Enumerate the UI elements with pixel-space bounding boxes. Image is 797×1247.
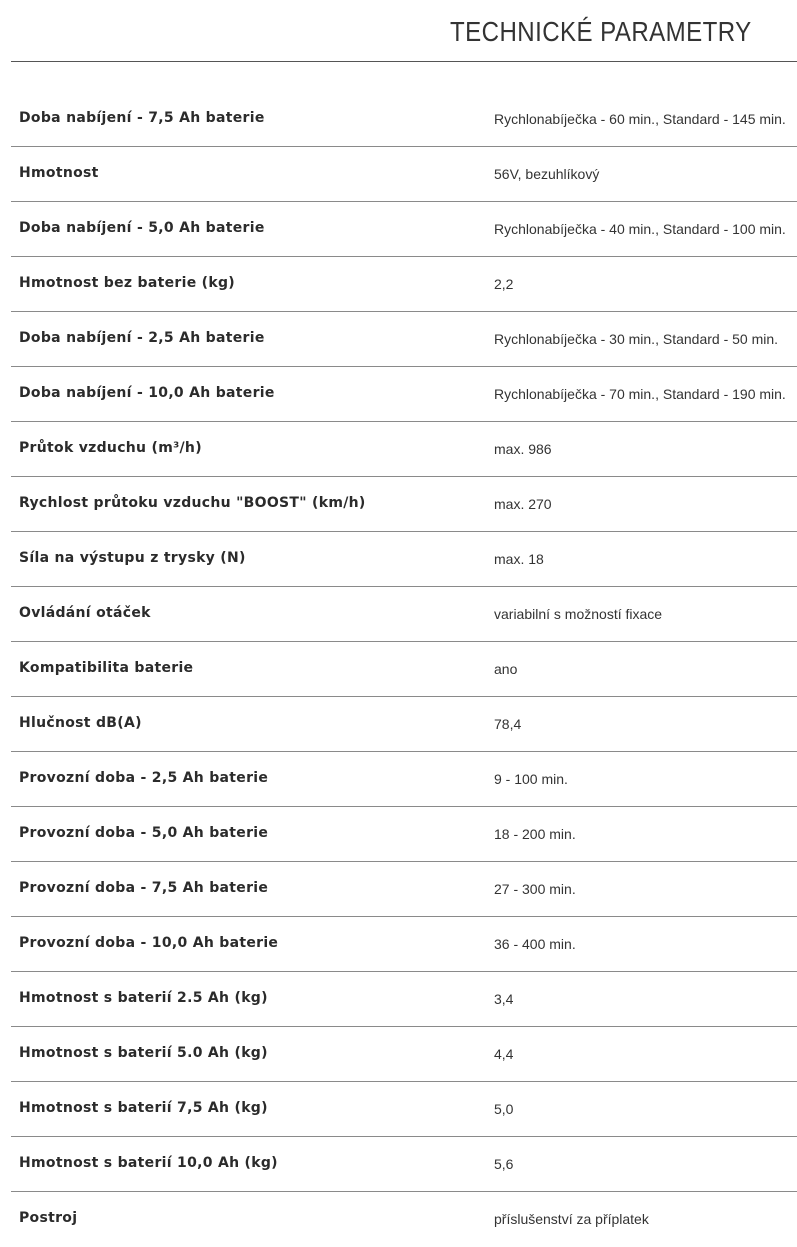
page-title: TECHNICKÉ PARAMETRY	[450, 16, 752, 47]
spec-value: 36 - 400 min.	[494, 936, 576, 952]
spec-row	[11, 587, 797, 642]
spec-label: Doba nabíjení - 10,0 Ah baterie	[19, 385, 275, 401]
spec-label: Provozní doba - 7,5 Ah baterie	[19, 880, 269, 896]
spec-label: Hmotnost s baterií 2.5 Ah (kg)	[19, 990, 268, 1006]
spec-value: max. 986	[494, 441, 552, 457]
spec-value: max. 270	[494, 496, 552, 512]
spec-value: 2,2	[494, 276, 514, 292]
spec-value: Rychlonabíječka - 40 min., Standard - 100 min.	[494, 221, 786, 237]
spec-value: 5,6	[494, 1156, 514, 1172]
spec-row	[11, 312, 797, 367]
spec-label: Hmotnost s baterií 5.0 Ah (kg)	[19, 1045, 268, 1061]
spec-value: ano	[494, 661, 518, 677]
spec-row	[11, 92, 797, 147]
spec-row	[11, 917, 797, 972]
spec-row	[11, 1082, 797, 1137]
spec-label: Doba nabíjení - 5,0 Ah baterie	[19, 220, 265, 236]
spec-row	[11, 697, 797, 752]
spec-value: 18 - 200 min.	[494, 826, 576, 842]
spec-label: Kompatibilita baterie	[19, 660, 194, 676]
spec-label: Ovládání otáček	[19, 605, 151, 621]
spec-row	[11, 422, 797, 477]
spec-row	[11, 642, 797, 697]
spec-row	[11, 972, 797, 1027]
spec-table	[11, 92, 797, 1247]
spec-row	[11, 862, 797, 917]
spec-label: Postroj	[19, 1210, 78, 1226]
spec-value: 27 - 300 min.	[494, 881, 576, 897]
spec-value: 5,0	[494, 1101, 514, 1117]
spec-label: Síla na výstupu z trysky (N)	[19, 550, 246, 566]
spec-label: Provozní doba - 10,0 Ah baterie	[19, 935, 279, 951]
spec-label: Hmotnost	[19, 165, 99, 181]
spec-row	[11, 477, 797, 532]
spec-label: Hmotnost s baterií 10,0 Ah (kg)	[19, 1155, 278, 1171]
spec-value: 78,4	[494, 716, 522, 732]
spec-label: Provozní doba - 2,5 Ah baterie	[19, 770, 269, 786]
spec-value: 9 - 100 min.	[494, 771, 568, 787]
spec-value: Rychlonabíječka - 60 min., Standard - 145 min.	[494, 111, 786, 127]
spec-label: Doba nabíjení - 2,5 Ah baterie	[19, 330, 265, 346]
spec-row	[11, 1137, 797, 1192]
spec-label: Průtok vzduchu (m³/h)	[19, 440, 202, 456]
section-header	[0, 0, 797, 61]
spec-label: Hmotnost s baterií 7,5 Ah (kg)	[19, 1100, 268, 1116]
spec-row	[11, 1027, 797, 1082]
spec-row	[11, 147, 797, 202]
spec-row	[11, 807, 797, 862]
spec-row	[11, 752, 797, 807]
spec-row	[11, 1192, 797, 1247]
spec-value: příslušenství za příplatek	[494, 1211, 649, 1227]
spec-label: Hlučnost dB(A)	[19, 715, 142, 731]
spec-row	[11, 532, 797, 587]
spec-value: Rychlonabíječka - 70 min., Standard - 190 min.	[494, 386, 786, 402]
spec-value: Rychlonabíječka - 30 min., Standard - 50 min.	[494, 331, 779, 347]
spec-label: Provozní doba - 5,0 Ah baterie	[19, 825, 269, 841]
spec-value: 56V, bezuhlíkový	[494, 166, 600, 182]
spec-row	[11, 367, 797, 422]
header-divider	[11, 61, 797, 62]
spec-label: Rychlost průtoku vzduchu "BOOST" (km/h)	[19, 495, 366, 511]
spec-row	[11, 257, 797, 312]
spec-value: variabilní s možností fixace	[494, 606, 663, 622]
spec-label: Doba nabíjení - 7,5 Ah baterie	[19, 110, 265, 126]
spec-value: 4,4	[494, 1046, 514, 1062]
spec-value: 3,4	[494, 991, 514, 1007]
spec-label: Hmotnost bez baterie (kg)	[19, 275, 235, 291]
spec-value: max. 18	[494, 551, 544, 567]
spec-row	[11, 202, 797, 257]
